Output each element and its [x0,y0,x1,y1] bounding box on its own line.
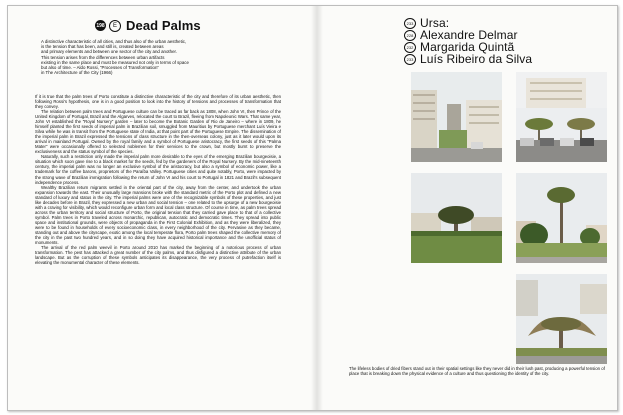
author-name: Ursa: [420,16,450,30]
paragraph: The relation between palm trees and Portuguese culture can be traced as far back as 1808, when John VI, then Prince of the United Kingdom of Portugal, Brazil and the Algarves, relocated the court to Brazil, fleeing from Napoleonic Wars. That same year, John VI established the “Royal Nursery” garden – later to become the Botanic Garden of Rio de Janeiro – where in 1809, he himself planted the first seeds of imperial palm in Brazilian soil, smuggled from Mauritius by Portuguese merchant Luís Vieira e Silva while he was in transit from the Portuguese state of India, at that point part of the Portuguese Empire. The dissemination of the imperial palm in Brazil expressed the tensions of class structure in the then-overseas colony, just as it later would upon its arrival in mainland Portugal. Owned by the royal family and a symbol of Portuguese aristocracy, the first seeds of this “Palma Mater” were occasionally offered to selected noblemen for their services to the crown, but mostly burnt to preserve the exclusiveness and the status symbol of the species. [35,109,281,155]
photo-palm-dead-image [516,274,607,364]
chapter-title: Dead Palms [126,18,201,33]
paragraph: Naturally, such a restriction only made the imperial palm more desirable to the eyes of the emerging Brazilian bourgeoisie, a situation which soon gave rise to a black market for the seeds, fed by the gardeners of the Royal Nursery. By the mid-nineteenth century, the imperial palm was no longer an exclusive symbol of the aristocracy, but also a symbol of economic power, like a trademark for the coffee barons, proprietors of the Paraíba Valley. Portuguese cities and quite notably, Porto, were impacted by the strong wave of Brazilian immigration following the return of John VI and his court to Portugal in 1821 and Brazil's subsequent independence process. [35,154,281,185]
epigraph-line: in The Architecture of the City (1966) [41,70,113,76]
photo-palm-buildings [411,72,502,162]
book-spread [7,5,618,411]
chapter-letter-badge: E [109,20,121,32]
photo-palm-parking-image [516,72,607,162]
gutter-shadow [311,6,323,410]
epigraph [41,39,241,75]
epigraph-line: but also of time. – Aldo Rossi, “Processes of Transformation” [41,65,159,71]
photo-palm-tall [516,173,607,263]
chapter-number-badge: 198 [95,20,106,31]
photo-palm-buildings-image [411,72,502,162]
author-number-badge: 232 [404,42,416,53]
author-list [404,17,532,65]
epigraph-line: and primary elements and between one sector of the city and another. [41,49,177,55]
author-number-badge: 233 [404,18,416,29]
epigraph-line: This tension arises from the differences between urban artifacts [41,54,165,60]
body-text [35,94,281,265]
paragraph: The arrival of the red palm weevil in Porto around 2010 has marked the beginning of a notorious process of urban transformation. The pest has attacked a great number of the city palms, and thus disfigured a distinctive attribute of the urban landscape. But as the corruption of these symbols anticipates its disappearance, the very process of putrefaction itself is elevating the monumental character of these elements. [35,244,281,266]
author-name: Alexandre Delmar [420,28,518,42]
author-name: Luís Ribeiro da Silva [420,52,533,66]
epigraph-line: is the tension that has been, and still is, created between areas [41,44,164,50]
epigraph-line: existing in the same place and must be measured not only in terms of space [41,59,189,65]
chapter-header [95,18,201,33]
paragraph: Wealthy Brazilian return migrants settled in the oriental part of the city, away from the center, and undertook the urban expansion towards the east. Their unusually large mansions broke with the standard metric of the Porto plot and defined a new standard of luxury and status in the city. The imperial palms were one of the recognizable symbols of these properties, and just like decades before in Brazil, they expressed a new urban and social tension – one related to the upsurge of a new bourgeoisie with a craving for visibility, which would reconfigure urban form and local class structure. Of course in time, as palm trees spread across the urban territory and social structure of Porto, the original tension that they carried gave place to that of a collective symbol. Palm trees in Porto traveled across monarchic, republican, autocratic and democratic times. They spread into public space and institutional grounds, were objects of propaganda in the First Colonial Exhibition, and as they were liberalized, they were to be found in households of every socioeconomic class, in every neighborhood of the city. Pervasive as they became, standing out and above the cityscape, exotic among the local temperate flora, Porto palm trees shaped the collective memory of the city in the past two hundred years, and in so doing they have acquired historical importance and the unofficial status of monuments. [35,184,281,245]
epigraph-line: A distinctive characteristic of all cities, and thus also of the urban aesthetic, [41,39,187,44]
photo-palm-dead [516,274,607,364]
photo-palm-lawn [411,173,502,263]
author-number-badge: 228 [404,30,416,41]
photo-caption: The lifeless bodies of dried fibers stand out in their spatial settings like they never did in their lush past, producing a powerful tension of place that is breaking down the physical evidence of a culture and thus questioning the identity of the city. [349,366,605,377]
author-name: Margarida Quintã [420,40,515,54]
photo-palm-parking [516,72,607,162]
photo-palm-tall-image [516,173,607,263]
photo-palm-lawn-image [411,173,502,263]
author-number-badge: 233 [404,54,416,65]
author-row [404,53,532,65]
paragraph: If it is true that the palm trees of Porto constitute a distinctive characteristic of the city and therefore of its urban aesthetic, then following Rossi's hypothesis, one is in a good position to look into the history of tensions and processes of transformation that they convey. [35,94,281,110]
